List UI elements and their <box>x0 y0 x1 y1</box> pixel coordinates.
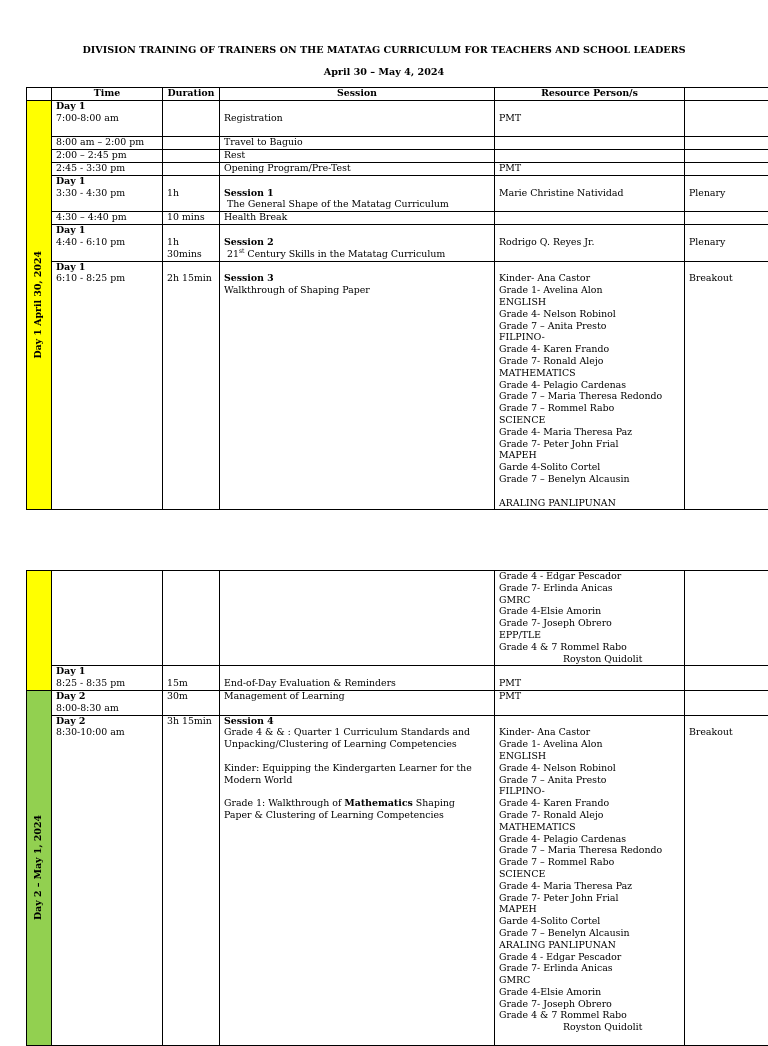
duration-cell: 30m <box>163 690 220 715</box>
header-mode <box>685 88 768 101</box>
table-row <box>27 666 768 691</box>
resource-cell <box>495 212 685 225</box>
duration-cell: 10 mins <box>163 212 220 225</box>
mode-cell <box>685 666 768 691</box>
resource-person-item: Grade 4- Pelagio Cardenas <box>499 834 680 846</box>
table-row <box>27 136 768 149</box>
resource-list <box>499 727 680 1034</box>
session-cell: Session 3 Walkthrough of Shaping Paper <box>220 261 495 510</box>
table-row <box>27 715 768 1045</box>
resource-person-item: Royston Quidolit <box>499 654 680 666</box>
resource-person-item: Grade 4- Karen Frando <box>499 798 680 810</box>
day1-label-cell <box>27 100 52 510</box>
duration-cell: 2h 15min <box>163 261 220 510</box>
resource-person-item: GMRC <box>499 975 680 987</box>
resource-person-item: Royston Quidolit <box>499 1022 680 1034</box>
resource-person-item: Grade 7 – Maria Theresa Redondo <box>499 845 680 857</box>
session-cell: Session 2 21st Century Skills in the Matatag Curriculum <box>220 225 495 261</box>
resource-person-item: Kinder- Ana Castor <box>499 727 680 739</box>
resource-person-item: Grade 4 & 7 Rommel Rabo <box>499 1010 680 1022</box>
mode-cell: Breakout <box>685 715 768 1045</box>
resource-person-item: Grade 4 - Edgar Pescador <box>499 571 680 583</box>
resource-cell: Rodrigo Q. Reyes Jr. <box>495 225 685 261</box>
mode-cell <box>685 571 768 666</box>
session-cell: Registration <box>220 100 495 136</box>
resource-person-item: Grade 7- Joseph Obrero <box>499 618 680 630</box>
resource-person-item: Grade 7 – Benelyn Alcausin <box>499 474 680 486</box>
table-row <box>27 571 768 666</box>
mode-cell: Plenary <box>685 225 768 261</box>
resource-cell <box>495 571 685 666</box>
mode-cell: Plenary <box>685 175 768 211</box>
resource-cell <box>495 149 685 162</box>
resource-cell <box>495 261 685 510</box>
document-title: DIVISION TRAINING OF TRAINERS ON THE MATATAG CURRICULUM FOR TEACHERS AND SCHOOL LEADERS <box>0 45 768 56</box>
resource-person-item: Grade 7 – Anita Presto <box>499 775 680 787</box>
resource-person-item: Grade 4- Maria Theresa Paz <box>499 427 680 439</box>
resource-list <box>499 571 680 665</box>
resource-cell <box>495 715 685 1045</box>
duration-cell <box>163 149 220 162</box>
resource-person-item: SCIENCE <box>499 869 680 881</box>
resource-person-item: Grade 7 – Maria Theresa Redondo <box>499 391 680 403</box>
time-cell: 2:00 – 2:45 pm <box>52 149 163 162</box>
resource-list <box>499 273 680 509</box>
resource-person-item: Grade 4- Maria Theresa Paz <box>499 881 680 893</box>
resource-person-item: Grade 7- Peter John Frial <box>499 439 680 451</box>
table-row <box>27 225 768 261</box>
table-row <box>27 162 768 175</box>
resource-cell: PMT <box>495 100 685 136</box>
day1-label: Day 1 April 30, 2024 <box>33 251 45 359</box>
time-cell: Day 1 6:10 - 8:25 pm <box>52 261 163 510</box>
resource-person-item: MAPEH <box>499 904 680 916</box>
mode-cell <box>685 690 768 715</box>
resource-person-item: Garde 4-Solito Cortel <box>499 916 680 928</box>
session-cell: Rest <box>220 149 495 162</box>
resource-cell <box>495 136 685 149</box>
resource-person-item: Grade 7- Joseph Obrero <box>499 999 680 1011</box>
schedule-table-day2 <box>26 570 768 1046</box>
resource-person-item: Grade 4- Pelagio Cardenas <box>499 380 680 392</box>
table-header-row <box>27 88 768 101</box>
resource-person-item: Garde 4-Solito Cortel <box>499 462 680 474</box>
header-session: Session <box>220 88 495 101</box>
duration-cell: 1h <box>163 175 220 211</box>
resource-person-item: Grade 7 – Rommel Rabo <box>499 403 680 415</box>
resource-person-item: EPP/TLE <box>499 630 680 642</box>
resource-person-item: Grade 7 – Anita Presto <box>499 321 680 333</box>
resource-person-item: Grade 4- Nelson Robinol <box>499 763 680 775</box>
duration-cell: 3h 15min <box>163 715 220 1045</box>
duration-cell: 1h 30mins <box>163 225 220 261</box>
resource-person-item: Grade 1- Avelina Alon <box>499 739 680 751</box>
resource-person-item: MATHEMATICS <box>499 822 680 834</box>
resource-person-item: Grade 7- Ronald Alejo <box>499 810 680 822</box>
table-row <box>27 212 768 225</box>
resource-person-item: ARALING PANLIPUNAN <box>499 498 680 510</box>
resource-cell: Marie Christine Natividad <box>495 175 685 211</box>
time-cell: Day 2 8:00-8:30 am <box>52 690 163 715</box>
time-cell: Day 1 4:40 - 6:10 pm <box>52 225 163 261</box>
resource-person-item: SCIENCE <box>499 415 680 427</box>
duration-cell <box>163 100 220 136</box>
resource-person-item <box>499 486 680 498</box>
header-empty <box>27 88 52 101</box>
resource-person-item: MAPEH <box>499 450 680 462</box>
mode-cell <box>685 212 768 225</box>
header-time: Time <box>52 88 163 101</box>
session-cell: Session 1 The General Shape of the Matatag Curriculum <box>220 175 495 211</box>
resource-cell: PMT <box>495 162 685 175</box>
resource-person-item: FILPINO- <box>499 332 680 344</box>
mode-cell <box>685 136 768 149</box>
duration-cell <box>163 136 220 149</box>
session-cell <box>220 571 495 666</box>
mode-cell <box>685 162 768 175</box>
mode-cell <box>685 149 768 162</box>
header-resource: Resource Person/s <box>495 88 685 101</box>
session-cell: End-of-Day Evaluation & Reminders <box>220 666 495 691</box>
time-cell: Day 1 3:30 - 4:30 pm <box>52 175 163 211</box>
day2-label: Day 2 – May 1, 2024 <box>33 815 45 920</box>
resource-person-item: MATHEMATICS <box>499 368 680 380</box>
schedule-table-day1 <box>26 87 768 510</box>
resource-person-item: Grade 4 & 7 Rommel Rabo <box>499 642 680 654</box>
resource-person-item: Grade 4- Karen Frando <box>499 344 680 356</box>
resource-person-item: Grade 7 – Rommel Rabo <box>499 857 680 869</box>
time-cell: Day 2 8:30-10:00 am <box>52 715 163 1045</box>
table-row <box>27 690 768 715</box>
duration-cell <box>163 571 220 666</box>
time-cell: 8:00 am – 2:00 pm <box>52 136 163 149</box>
day1-continued-cell <box>27 571 52 691</box>
mode-cell: Breakout <box>685 261 768 510</box>
resource-person-item: ENGLISH <box>499 297 680 309</box>
day2-label-cell <box>27 690 52 1045</box>
table-row <box>27 149 768 162</box>
duration-cell: 15m <box>163 666 220 691</box>
time-cell: Day 1 7:00-8:00 am <box>52 100 163 136</box>
resource-person-item: Grade 4- Nelson Robinol <box>499 309 680 321</box>
resource-cell: PMT <box>495 666 685 691</box>
resource-person-item: Grade 7 – Benelyn Alcausin <box>499 928 680 940</box>
resource-person-item: FILPINO- <box>499 786 680 798</box>
time-cell <box>52 571 163 666</box>
resource-person-item: Grade 7- Ronald Alejo <box>499 356 680 368</box>
session-cell: Health Break <box>220 212 495 225</box>
resource-person-item: Grade 4 - Edgar Pescador <box>499 952 680 964</box>
resource-person-item: Grade 4-Elsie Amorin <box>499 606 680 618</box>
resource-person-item: Grade 1- Avelina Alon <box>499 285 680 297</box>
resource-person-item: ARALING PANLIPUNAN <box>499 940 680 952</box>
session-cell: Session 4 Grade 4 & & : Quarter 1 Curriculum Standards and Unpacking/Clustering of Learning Competencies Kinder: Equipping the Kindergarten Learner for the Modern World Grade 1: Walkthrough of Mathematics Shaping Paper & Clustering of Learning Competencies <box>220 715 495 1045</box>
resource-person-item: GMRC <box>499 595 680 607</box>
resource-person-item: Kinder- Ana Castor <box>499 273 680 285</box>
resource-person-item: Grade 7- Erlinda Anicas <box>499 583 680 595</box>
mode-cell <box>685 100 768 136</box>
duration-cell <box>163 162 220 175</box>
resource-person-item: Grade 7- Erlinda Anicas <box>499 963 680 975</box>
header-duration: Duration <box>163 88 220 101</box>
table-row <box>27 100 768 136</box>
session-cell: Opening Program/Pre-Test <box>220 162 495 175</box>
resource-cell: PMT <box>495 690 685 715</box>
table-row <box>27 175 768 211</box>
resource-person-item: Grade 7- Peter John Frial <box>499 893 680 905</box>
session-cell: Travel to Baguio <box>220 136 495 149</box>
time-cell: Day 1 8:25 - 8:35 pm <box>52 666 163 691</box>
resource-person-item: ENGLISH <box>499 751 680 763</box>
resource-person-item: Grade 4-Elsie Amorin <box>499 987 680 999</box>
time-cell: 2:45 - 3:30 pm <box>52 162 163 175</box>
session-cell: Management of Learning <box>220 690 495 715</box>
time-cell: 4:30 – 4:40 pm <box>52 212 163 225</box>
table-row <box>27 261 768 510</box>
document-dates: April 30 – May 4, 2024 <box>0 67 768 78</box>
